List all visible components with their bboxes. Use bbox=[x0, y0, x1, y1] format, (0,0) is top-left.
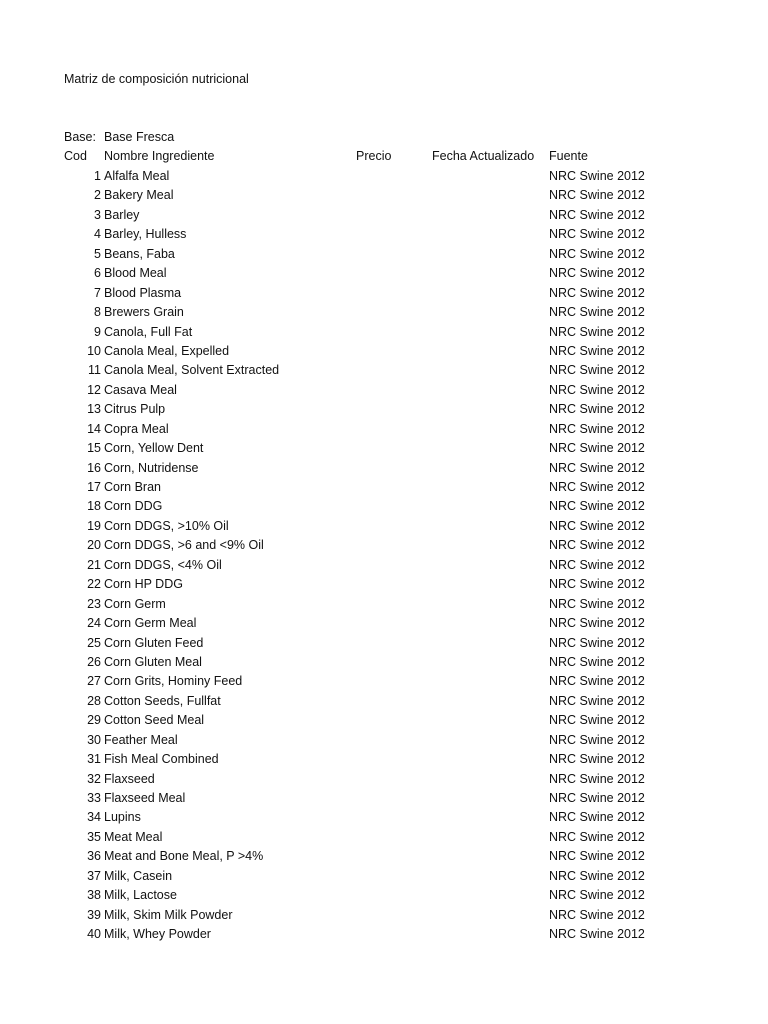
row-cod: 17 bbox=[87, 480, 101, 494]
ingredient-table bbox=[0, 168, 768, 946]
row-cod: 20 bbox=[87, 538, 101, 553]
table-row bbox=[0, 557, 768, 576]
row-fuente: NRC Swine 2012 bbox=[549, 324, 645, 339]
row-fuente: NRC Swine 2012 bbox=[549, 693, 645, 708]
table-row bbox=[0, 673, 768, 692]
base-value: Base Fresca bbox=[104, 130, 175, 144]
row-fuente: NRC Swine 2012 bbox=[549, 927, 645, 942]
row-cod: 21 bbox=[87, 557, 101, 572]
table-row bbox=[0, 382, 768, 401]
row-ingredient-name: Bakery Meal bbox=[104, 188, 174, 203]
row-cod: 35 bbox=[87, 829, 101, 844]
table-row bbox=[0, 440, 768, 459]
row-ingredient-name: Flaxseed bbox=[104, 771, 155, 786]
row-fuente: NRC Swine 2012 bbox=[549, 752, 645, 767]
document-title: Matriz de composición nutricional bbox=[64, 72, 249, 86]
row-fuente: NRC Swine 2012 bbox=[549, 829, 645, 844]
row-cod: 6 bbox=[94, 266, 101, 281]
row-ingredient-name: Milk, Lactose bbox=[104, 888, 177, 903]
table-row bbox=[0, 907, 768, 926]
row-fuente: NRC Swine 2012 bbox=[549, 577, 645, 592]
row-fuente: NRC Swine 2012 bbox=[549, 169, 645, 183]
row-cod: 5 bbox=[94, 246, 101, 261]
row-fuente: NRC Swine 2012 bbox=[549, 460, 645, 475]
row-ingredient-name: Corn DDG bbox=[104, 499, 163, 514]
row-cod: 13 bbox=[87, 402, 101, 417]
table-row bbox=[0, 596, 768, 615]
row-ingredient-name: Corn DDGS, >10% Oil bbox=[104, 518, 229, 533]
row-fuente: NRC Swine 2012 bbox=[549, 888, 645, 903]
header-precio: Precio bbox=[356, 149, 392, 163]
row-cod: 2 bbox=[94, 188, 101, 203]
table-row bbox=[0, 479, 768, 498]
row-fuente: NRC Swine 2012 bbox=[549, 441, 645, 456]
header-cod: Cod bbox=[64, 149, 87, 163]
row-cod: 34 bbox=[87, 810, 101, 825]
table-row bbox=[0, 285, 768, 304]
row-ingredient-name: Corn HP DDG bbox=[104, 577, 183, 592]
table-row bbox=[0, 829, 768, 848]
row-ingredient-name: Copra Meal bbox=[104, 421, 169, 436]
row-cod: 36 bbox=[87, 849, 101, 864]
table-row bbox=[0, 926, 768, 945]
row-cod: 39 bbox=[87, 907, 101, 922]
table-row bbox=[0, 537, 768, 556]
row-fuente: NRC Swine 2012 bbox=[549, 421, 645, 436]
row-ingredient-name: Corn Grits, Hominy Feed bbox=[104, 674, 243, 689]
row-ingredient-name: Corn DDGS, >6 and <9% Oil bbox=[104, 538, 264, 553]
header-fecha: Fecha Actualizado bbox=[432, 149, 535, 163]
row-ingredient-name: Canola, Full Fat bbox=[104, 324, 193, 339]
table-row bbox=[0, 732, 768, 751]
table-row bbox=[0, 362, 768, 381]
table-row bbox=[0, 868, 768, 887]
table-row bbox=[0, 576, 768, 595]
row-ingredient-name: Milk, Skim Milk Powder bbox=[104, 907, 233, 922]
row-cod: 12 bbox=[87, 382, 101, 397]
table-row bbox=[0, 771, 768, 790]
row-ingredient-name: Corn Germ bbox=[104, 596, 166, 611]
row-fuente: NRC Swine 2012 bbox=[549, 499, 645, 514]
row-fuente: NRC Swine 2012 bbox=[549, 654, 645, 669]
base-label: Base: bbox=[64, 130, 96, 144]
row-cod: 22 bbox=[87, 577, 101, 592]
row-ingredient-name: Meat Meal bbox=[104, 829, 163, 844]
row-cod: 38 bbox=[87, 888, 101, 903]
table-row bbox=[0, 246, 768, 265]
row-ingredient-name: Milk, Casein bbox=[104, 868, 173, 883]
table-row bbox=[0, 693, 768, 712]
table-row bbox=[0, 187, 768, 206]
row-ingredient-name: Flaxseed Meal bbox=[104, 791, 186, 805]
row-fuente: NRC Swine 2012 bbox=[549, 227, 645, 242]
row-fuente: NRC Swine 2012 bbox=[549, 518, 645, 533]
row-cod: 10 bbox=[87, 343, 101, 358]
row-fuente: NRC Swine 2012 bbox=[549, 207, 645, 222]
row-ingredient-name: Milk, Whey Powder bbox=[104, 927, 211, 942]
header-nombre: Nombre Ingrediente bbox=[104, 149, 215, 163]
row-cod: 33 bbox=[87, 791, 101, 805]
row-fuente: NRC Swine 2012 bbox=[549, 363, 645, 378]
row-cod: 27 bbox=[87, 674, 101, 689]
row-ingredient-name: Beans, Faba bbox=[104, 246, 175, 261]
row-ingredient-name: Meat and Bone Meal, P >4% bbox=[104, 849, 264, 864]
row-cod: 7 bbox=[94, 285, 101, 300]
table-row bbox=[0, 654, 768, 673]
row-cod: 4 bbox=[94, 227, 101, 242]
row-cod: 29 bbox=[87, 713, 101, 728]
table-row bbox=[0, 887, 768, 906]
row-ingredient-name: Barley, Hulless bbox=[104, 227, 187, 242]
row-fuente: NRC Swine 2012 bbox=[549, 616, 645, 631]
table-row bbox=[0, 421, 768, 440]
header-fuente: Fuente bbox=[549, 149, 588, 163]
table-row bbox=[0, 207, 768, 226]
row-fuente: NRC Swine 2012 bbox=[549, 810, 645, 825]
row-fuente: NRC Swine 2012 bbox=[549, 635, 645, 650]
row-fuente: NRC Swine 2012 bbox=[549, 791, 645, 805]
row-ingredient-name: Alfalfa Meal bbox=[104, 169, 170, 183]
row-ingredient-name: Corn Germ Meal bbox=[104, 616, 197, 631]
row-ingredient-name: Corn, Nutridense bbox=[104, 460, 199, 475]
row-cod: 14 bbox=[87, 421, 101, 436]
row-cod: 31 bbox=[87, 752, 101, 767]
row-cod: 25 bbox=[87, 635, 101, 650]
row-fuente: NRC Swine 2012 bbox=[549, 480, 645, 494]
row-ingredient-name: Corn, Yellow Dent bbox=[104, 441, 204, 456]
row-ingredient-name: Canola Meal, Solvent Extracted bbox=[104, 363, 280, 378]
table-row bbox=[0, 265, 768, 284]
table-row bbox=[0, 168, 768, 187]
table-row bbox=[0, 615, 768, 634]
row-ingredient-name: Fish Meal Combined bbox=[104, 752, 219, 767]
row-cod: 16 bbox=[87, 460, 101, 475]
base-row bbox=[0, 129, 768, 145]
row-fuente: NRC Swine 2012 bbox=[549, 771, 645, 786]
row-fuente: NRC Swine 2012 bbox=[549, 382, 645, 397]
row-cod: 28 bbox=[87, 693, 101, 708]
row-fuente: NRC Swine 2012 bbox=[549, 674, 645, 689]
row-cod: 24 bbox=[87, 616, 101, 631]
table-row bbox=[0, 498, 768, 517]
row-ingredient-name: Cotton Seed Meal bbox=[104, 713, 205, 728]
row-fuente: NRC Swine 2012 bbox=[549, 907, 645, 922]
row-fuente: NRC Swine 2012 bbox=[549, 285, 645, 300]
table-row bbox=[0, 809, 768, 828]
row-fuente: NRC Swine 2012 bbox=[549, 849, 645, 864]
row-ingredient-name: Blood Meal bbox=[104, 266, 167, 281]
table-row bbox=[0, 324, 768, 343]
table-row bbox=[0, 751, 768, 770]
row-ingredient-name: Blood Plasma bbox=[104, 285, 182, 300]
table-row bbox=[0, 343, 768, 362]
row-cod: 1 bbox=[94, 169, 101, 183]
row-cod: 32 bbox=[87, 771, 101, 786]
row-cod: 30 bbox=[87, 732, 101, 747]
row-cod: 19 bbox=[87, 518, 101, 533]
table-row bbox=[0, 848, 768, 867]
row-cod: 9 bbox=[94, 324, 101, 339]
table-row bbox=[0, 518, 768, 537]
row-fuente: NRC Swine 2012 bbox=[549, 246, 645, 261]
row-ingredient-name: Casava Meal bbox=[104, 382, 177, 397]
row-ingredient-name: Cotton Seeds, Fullfat bbox=[104, 693, 221, 708]
row-fuente: NRC Swine 2012 bbox=[549, 557, 645, 572]
row-cod: 18 bbox=[87, 499, 101, 514]
table-row bbox=[0, 635, 768, 654]
row-cod: 40 bbox=[87, 927, 101, 942]
row-cod: 11 bbox=[88, 363, 101, 378]
row-ingredient-name: Barley bbox=[104, 207, 140, 222]
row-ingredient-name: Brewers Grain bbox=[104, 305, 184, 320]
table-row bbox=[0, 401, 768, 420]
row-fuente: NRC Swine 2012 bbox=[549, 188, 645, 203]
row-fuente: NRC Swine 2012 bbox=[549, 305, 645, 320]
table-row bbox=[0, 712, 768, 731]
row-cod: 26 bbox=[87, 654, 101, 669]
row-ingredient-name: Feather Meal bbox=[104, 732, 178, 747]
row-fuente: NRC Swine 2012 bbox=[549, 713, 645, 728]
row-cod: 37 bbox=[87, 868, 101, 883]
row-ingredient-name: Corn Bran bbox=[104, 480, 161, 494]
row-cod: 23 bbox=[87, 596, 101, 611]
row-ingredient-name: Citrus Pulp bbox=[104, 402, 166, 417]
row-ingredient-name: Corn Gluten Feed bbox=[104, 635, 204, 650]
row-fuente: NRC Swine 2012 bbox=[549, 538, 645, 553]
row-cod: 15 bbox=[87, 441, 101, 456]
row-fuente: NRC Swine 2012 bbox=[549, 732, 645, 747]
row-fuente: NRC Swine 2012 bbox=[549, 343, 645, 358]
row-cod: 8 bbox=[94, 305, 101, 320]
table-header bbox=[0, 148, 768, 164]
row-cod: 3 bbox=[94, 207, 101, 222]
row-fuente: NRC Swine 2012 bbox=[549, 596, 645, 611]
row-ingredient-name: Lupins bbox=[104, 810, 141, 825]
row-ingredient-name: Canola Meal, Expelled bbox=[104, 343, 230, 358]
table-row bbox=[0, 226, 768, 245]
row-ingredient-name: Corn Gluten Meal bbox=[104, 654, 202, 669]
row-fuente: NRC Swine 2012 bbox=[549, 868, 645, 883]
row-ingredient-name: Corn DDGS, <4% Oil bbox=[104, 557, 222, 572]
table-row bbox=[0, 790, 768, 809]
row-fuente: NRC Swine 2012 bbox=[549, 402, 645, 417]
row-fuente: NRC Swine 2012 bbox=[549, 266, 645, 281]
table-row bbox=[0, 304, 768, 323]
table-row bbox=[0, 460, 768, 479]
